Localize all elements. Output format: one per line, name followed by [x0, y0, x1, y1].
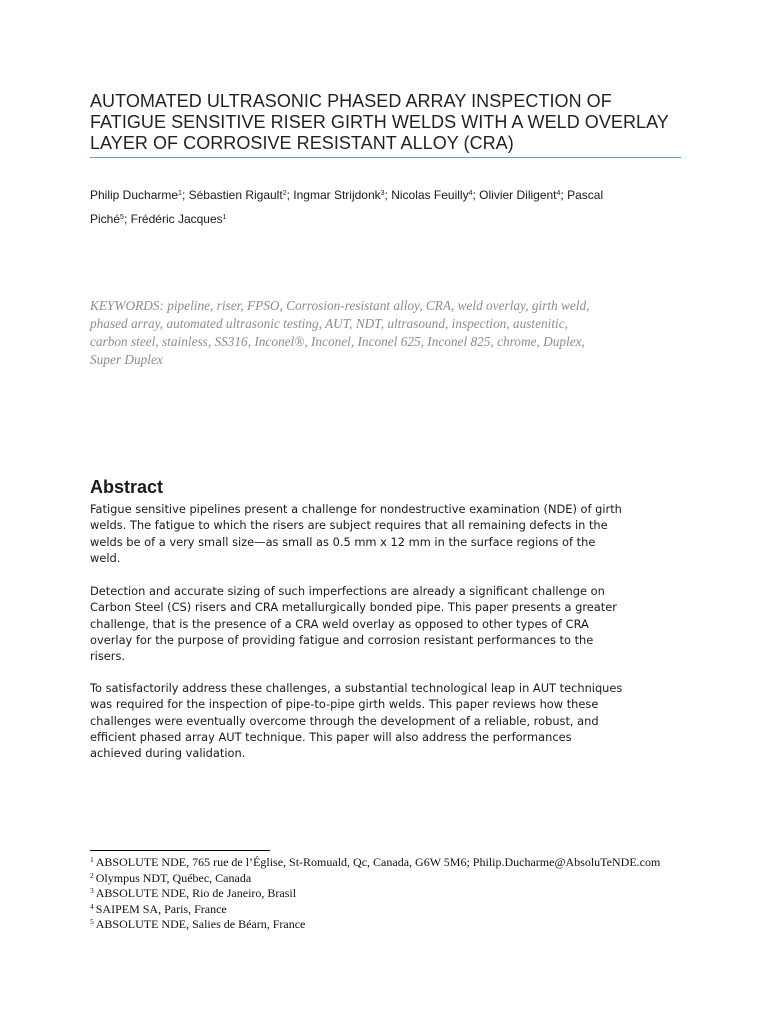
- footnote-text: ABSOLUTE NDE, Rio de Janeiro, Brasil: [95, 886, 297, 900]
- paragraph-line: was required for the inspection of pipe-to-pipe girth welds. This paper reviews how these: [90, 697, 599, 712]
- title-divider: [90, 157, 681, 158]
- keywords-line: phased array, automated ultrasonic testing, AUT, NDT, ultrasound, inspection, austenitic,: [90, 316, 568, 331]
- author-name: Philip Ducharme: [90, 188, 179, 202]
- affiliation-mark: 4: [556, 190, 561, 197]
- authors-line: [90, 207, 690, 231]
- paper-title: [90, 91, 690, 154]
- author-separator: ;: [560, 188, 568, 202]
- paragraph-line: challenge, that is the presence of a CRA weld overlay as opposed to other types of CRA: [90, 616, 589, 631]
- author-first-name: Pascal: [567, 188, 604, 202]
- author-name: Olivier Diligent: [479, 188, 557, 202]
- abstract-paragraph: [90, 680, 690, 761]
- authors-line: [90, 183, 690, 207]
- paragraph-line: weld.: [90, 550, 121, 565]
- author-separator: ;: [181, 188, 189, 202]
- paragraph-line: efficient phased array AUT technique. This paper will also address the performances: [90, 729, 572, 744]
- affiliation-mark: 4: [468, 190, 473, 197]
- footnote: [90, 917, 730, 933]
- author-separator: ;: [286, 188, 294, 202]
- footnote-mark: 5: [90, 917, 94, 926]
- footnotes: [90, 855, 730, 933]
- author-name: Ingmar Strijdonk: [293, 188, 381, 202]
- paragraph-line: welds. The fatigue to which the risers are subject requires that all remaining defects in the: [90, 518, 608, 533]
- footnote-mark: 1: [90, 855, 94, 864]
- keywords-block: [90, 297, 680, 369]
- footnote-text: ABSOLUTE NDE, 765 rue de l’Église, St-Romuald, Qc, Canada, G6W 5M6; Philip.Ducharme@AbsoluTeNDE.com: [95, 855, 661, 869]
- paragraph-line: Detection and accurate sizing of such imperfections are already a significant challenge on: [90, 584, 605, 598]
- paragraph-line: Fatigue sensitive pipelines present a challenge for nondestructive examination (NDE) of girth: [90, 502, 622, 516]
- title-line: AUTOMATED ULTRASONIC PHASED ARRAY INSPECTION OF: [90, 91, 612, 111]
- author-name: Frédéric Jacques: [130, 212, 223, 226]
- footnote-mark: 4: [90, 901, 94, 911]
- author-separator: ;: [123, 212, 131, 226]
- footnote-mark: 3: [90, 886, 94, 895]
- paragraph-line: Carbon Steel (CS) risers and CRA metallurgically bonded pipe. This paper presents a greater: [90, 600, 617, 615]
- footnote-text: SAIPEM SA, Paris, France: [95, 901, 227, 916]
- footnote: [90, 855, 730, 871]
- abstract-paragraph: [90, 501, 690, 566]
- footnote: [90, 902, 730, 918]
- affiliation-mark: 3: [380, 190, 385, 197]
- author-last-name: Piché: [90, 212, 121, 226]
- abstract-paragraph: [90, 583, 690, 664]
- footnote-mark: 2: [90, 870, 94, 880]
- keywords-line: carbon steel, stainless, SS316, Inconel®, Inconel, Inconel 625, Inconel 825, chrome, Duplex,: [90, 334, 585, 349]
- footnote-text: ABSOLUTE NDE, Salies de Béarn, France: [95, 917, 306, 931]
- paragraph-line: risers.: [90, 649, 126, 664]
- footnote-text: Olympus NDT, Québec, Canada: [95, 870, 252, 885]
- author-separator: ;: [472, 188, 480, 202]
- affiliation-mark: 1: [222, 214, 227, 221]
- paragraph-line: overlay for the purpose of providing fatigue and corrosion resistant performances to the: [90, 632, 594, 647]
- title-line: LAYER OF CORROSIVE RESISTANT ALLOY (CRA): [90, 133, 514, 153]
- abstract-heading: Abstract: [90, 477, 164, 497]
- author-name: Sébastien Rigault: [188, 188, 283, 202]
- author-list: [90, 183, 690, 231]
- footnote: [90, 886, 730, 902]
- keywords-line: KEYWORDS: pipeline, riser, FPSO, Corrosion-resistant alloy, CRA, weld overlay, girth weld,: [90, 298, 590, 313]
- author-name: Nicolas Feuilly: [391, 188, 469, 202]
- footnote-divider: [90, 850, 270, 851]
- paragraph-line: welds be of a very small size—as small as 0.5 mm x 12 mm in the surface regions of the: [90, 534, 596, 549]
- affiliation-mark: 5: [120, 214, 124, 221]
- title-line: FATIGUE SENSITIVE RISER GIRTH WELDS WITH A WELD OVERLAY: [90, 112, 669, 132]
- paragraph-line: challenges were eventually overcome through the development of a reliable, robust, and: [90, 713, 599, 728]
- paragraph-line: achieved during validation.: [90, 746, 246, 761]
- affiliation-mark: 2: [282, 190, 287, 197]
- author-separator: ;: [384, 188, 392, 202]
- paragraph-line: To satisfactorily address these challenges, a substantial technological leap in AUT techniques: [90, 681, 623, 695]
- footnote: [90, 871, 730, 887]
- keywords-line: Super Duplex: [90, 352, 163, 367]
- affiliation-mark: 1: [178, 190, 182, 197]
